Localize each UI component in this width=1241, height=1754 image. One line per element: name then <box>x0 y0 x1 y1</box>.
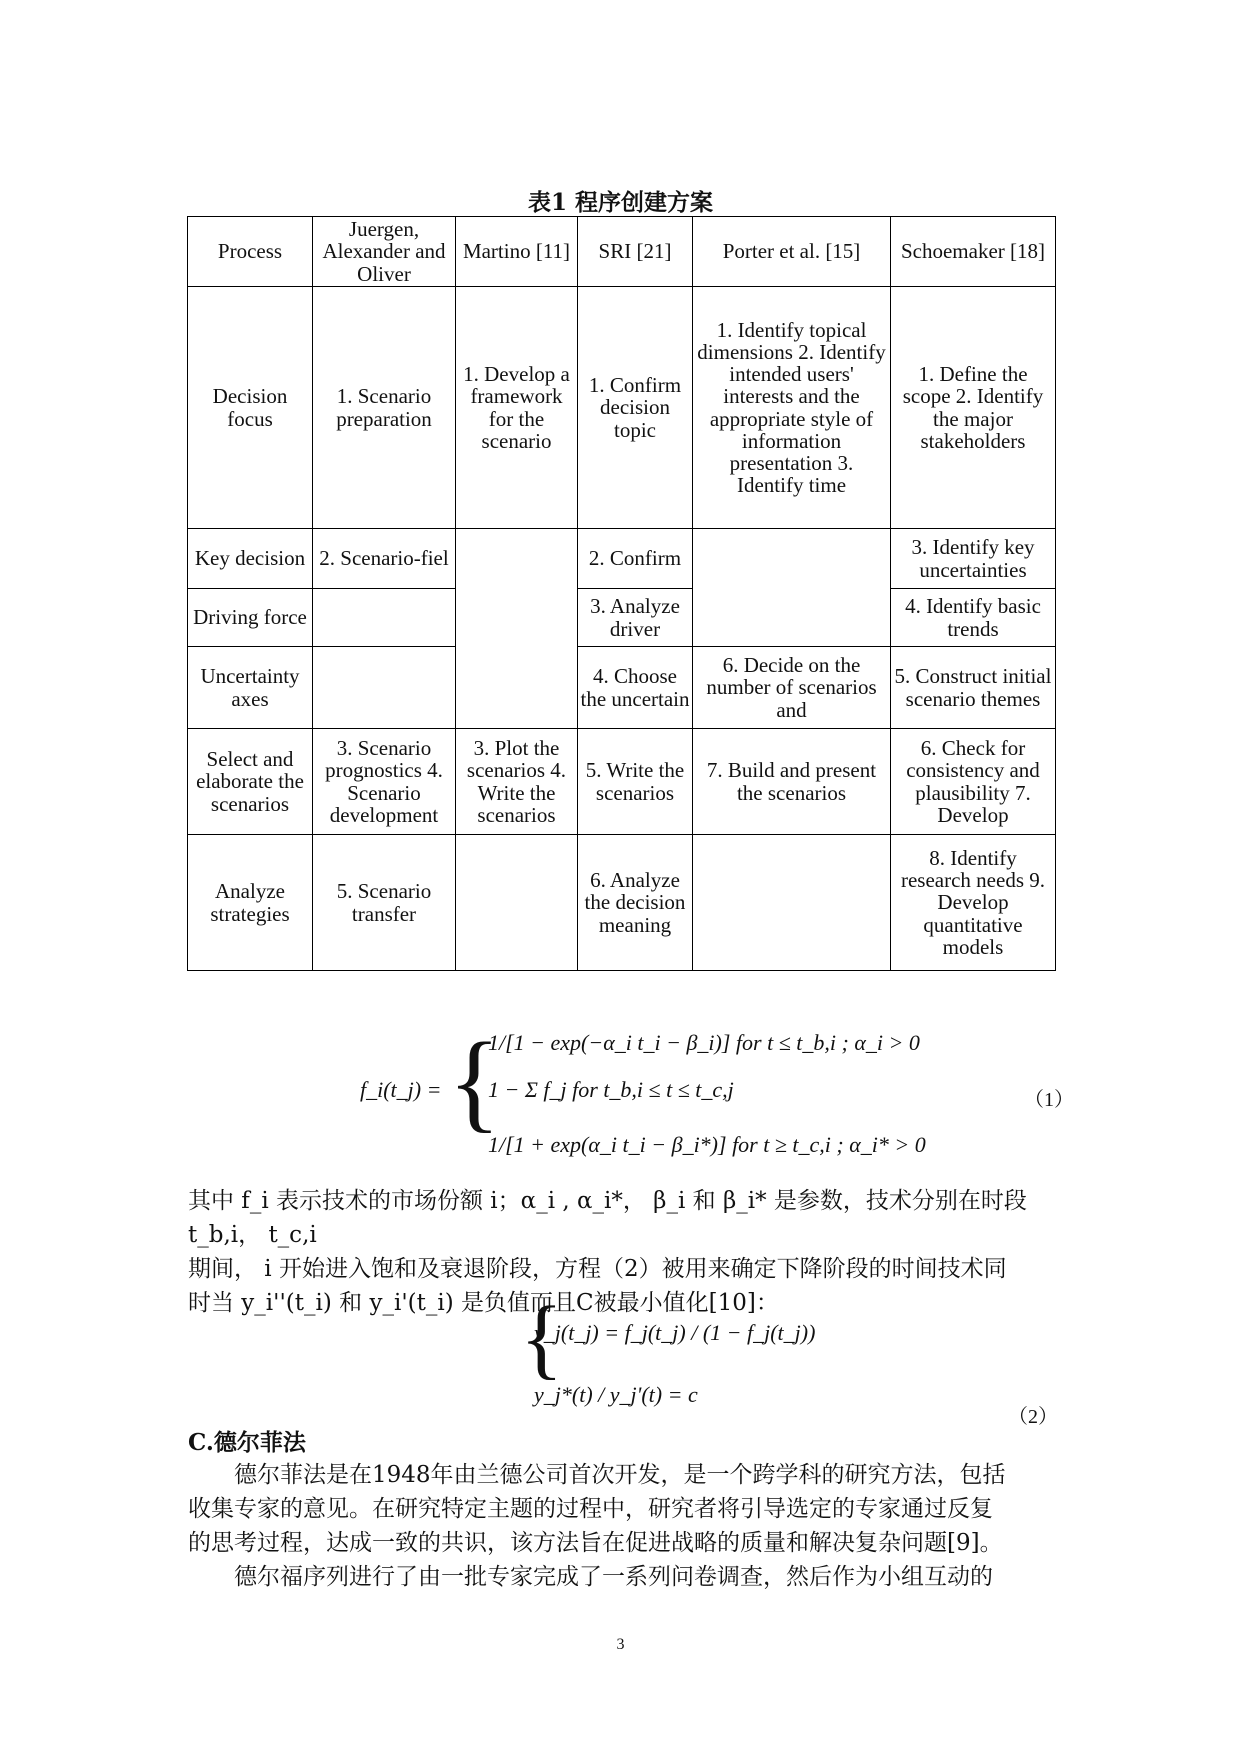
table-row <box>188 287 1056 529</box>
paragraph-2 <box>188 1458 1056 1594</box>
equation-2-brace: { <box>520 1289 564 1388</box>
header-sri: SRI [21] <box>578 217 693 287</box>
header-process: Process <box>188 217 313 287</box>
paragraph-2-line: 的思考过程，达成一致的共识，该方法旨在促进战略的质量和解决复杂问题[9]。 <box>188 1530 1003 1556</box>
page-number: 3 <box>616 1636 625 1653</box>
table-cell: 1. Confirm decision topic <box>578 287 693 529</box>
table-cell: 5. Write the scenarios <box>578 729 693 835</box>
equation-1 <box>360 1020 1040 1160</box>
equation-2 <box>520 1289 816 1420</box>
table-cell: 5. Construct initial scenario themes <box>891 647 1056 729</box>
table-cell: 2. Confirm <box>578 529 693 589</box>
table-cell <box>693 835 891 971</box>
table-cell: 7. Build and present the scenarios <box>693 729 891 835</box>
table-cell: 3. Analyze driver <box>578 589 693 647</box>
equation-2-number: （2） <box>1008 1406 1058 1428</box>
table-cell: 4. Choose the uncertain <box>578 647 693 729</box>
header-schoemaker: Schoemaker [18] <box>891 217 1056 287</box>
header-porter: Porter et al. [15] <box>693 217 891 287</box>
table-cell: 3. Scenario prognostics 4. Scenario development <box>313 729 456 835</box>
header-juergen: Juergen, Alexander and Oliver <box>313 217 456 287</box>
table-cell: 6. Analyze the decision meaning <box>578 835 693 971</box>
table-cell: Analyze strategies <box>188 835 313 971</box>
table-row <box>188 529 1056 589</box>
equation-1-brace: { <box>448 1020 501 1142</box>
equation-1-line-2: 1 − Σ f_j for t_b,i ≤ t ≤ t_c,j <box>488 1077 734 1102</box>
table-caption: 表1 程序创建方案 <box>527 189 713 216</box>
equation-2-line-1: y_j(t_j) = f_j(t_j) / (1 − f_j(t_j)) <box>534 1320 816 1345</box>
equation-1-lhs: f_i(t_j) = <box>360 1077 442 1102</box>
table-cell: 1. Develop a framework for the scenario <box>456 287 578 529</box>
table-cell: 2. Scenario-fiel <box>313 529 456 589</box>
equation-2-line-2: y_j*(t) / y_j'(t) = c <box>534 1382 698 1407</box>
table-cell: Select and elaborate the scenarios <box>188 729 313 835</box>
table-row <box>188 589 1056 647</box>
table-cell <box>456 529 578 729</box>
table-cell: Key decision <box>188 529 313 589</box>
table-cell: 8. Identify research needs 9. Develop quantitative models <box>891 835 1056 971</box>
table-cell: Driving force <box>188 589 313 647</box>
table-cell: 4. Identify basic trends <box>891 589 1056 647</box>
section-heading: C.德尔菲法 <box>188 1429 306 1456</box>
table-row <box>188 729 1056 835</box>
table-cell: 3. Plot the scenarios 4. Write the scenarios <box>456 729 578 835</box>
table-cell <box>693 529 891 647</box>
table-cell: Uncertainty axes <box>188 647 313 729</box>
paragraph-2-line: 德尔菲法是在1948年由兰德公司首次开发，是一个跨学科的研究方法，包括 <box>234 1462 1006 1488</box>
paragraph-2-line: 德尔福序列进行了由一批专家完成了一系列问卷调查，然后作为小组互动的 <box>234 1564 993 1590</box>
table-cell <box>313 647 456 729</box>
paragraph-1-line: 期间， i 开始进入饱和及衰退阶段，方程（2）被用来确定下降阶段的时间技术同 <box>188 1256 1007 1282</box>
table-cell: 1. Scenario preparation <box>313 287 456 529</box>
equation-1-line-3: 1/[1 + exp(α_i t_i − β_i*)] for t ≥ t_c,i ; α_i* > 0 <box>488 1132 926 1157</box>
table-cell: Decision focus <box>188 287 313 529</box>
table-cell: 1. Identify topical dimensions 2. Identify intended users' interests and the appropriate style of information presentation 3. Identify time <box>693 287 891 529</box>
header-martino: Martino [11] <box>456 217 578 287</box>
table-cell: 6. Check for consistency and plausibility 7. Develop <box>891 729 1056 835</box>
table-cell <box>456 835 578 971</box>
paragraph-1-line: 时当 y_i''(t_i) 和 y_i'(t_i) 是负值而且C被最小值化[10]： <box>188 1290 779 1316</box>
equation-1-number: （1） <box>1024 1089 1074 1111</box>
table-cell <box>313 589 456 647</box>
table-header-row <box>188 217 1056 287</box>
table-row <box>188 835 1056 971</box>
table-row <box>188 647 1056 729</box>
table-cell: 1. Define the scope 2. Identify the major stakeholders <box>891 287 1056 529</box>
paragraph-1-line: 其中 f_i 表示技术的市场份额 i；α_i , α_i*， β_i 和 β_i* 是参数，技术分别在时段 t_b,i， t_c,i <box>188 1188 1027 1248</box>
table-cell: 3. Identify key uncertainties <box>891 529 1056 589</box>
equation-1-line-1: 1/[1 − exp(−α_i t_i − β_i)] for t ≤ t_b,i ; α_i > 0 <box>488 1030 920 1055</box>
paragraph-2-line: 收集专家的意见。在研究特定主题的过程中，研究者将引导选定的专家通过反复 <box>188 1496 993 1522</box>
table-cell: 5. Scenario transfer <box>313 835 456 971</box>
table-cell: 6. Decide on the number of scenarios and <box>693 647 891 729</box>
process-table <box>187 216 1056 971</box>
